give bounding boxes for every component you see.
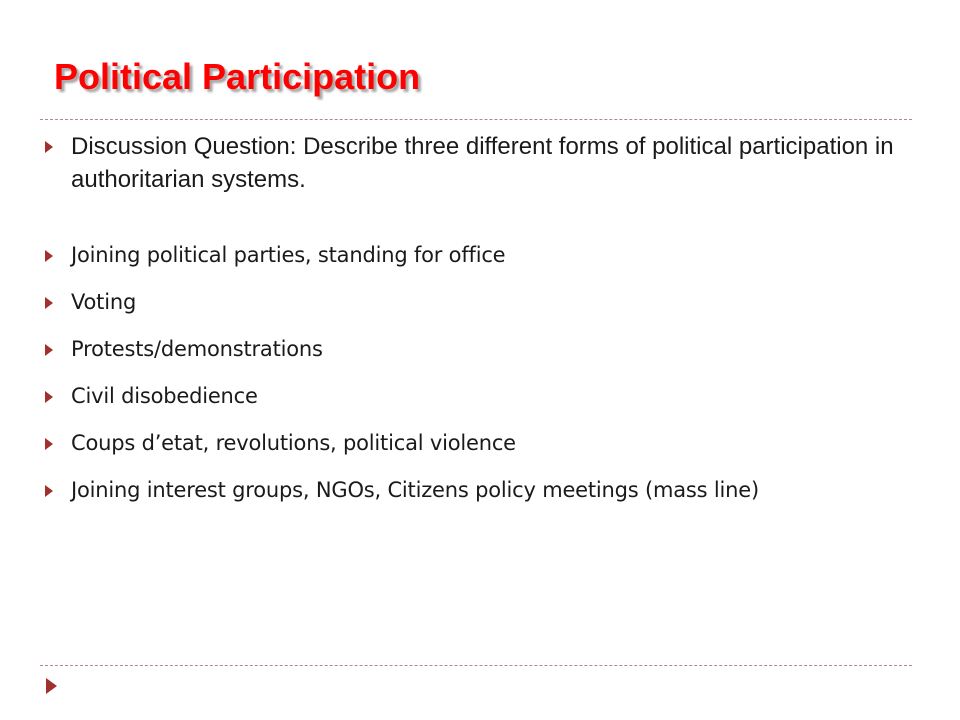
bullet-text: Joining political parties, standing for office bbox=[71, 243, 506, 267]
discussion-question bbox=[45, 130, 905, 196]
bullet-item bbox=[45, 335, 905, 364]
bullet-item bbox=[45, 288, 905, 317]
footer-triangle-icon bbox=[46, 678, 57, 694]
triangle-bullet-icon bbox=[45, 297, 53, 309]
bullet-text: Protests/demonstrations bbox=[71, 337, 323, 361]
bullet-text: Civil disobedience bbox=[71, 384, 258, 408]
bullet-item bbox=[45, 429, 905, 458]
bullet-item bbox=[45, 476, 905, 505]
bottom-divider bbox=[40, 665, 912, 666]
triangle-bullet-icon bbox=[45, 391, 53, 403]
bullet-item bbox=[45, 241, 905, 270]
slide-title: Political Participation bbox=[54, 56, 421, 97]
bullet-list bbox=[45, 130, 905, 523]
triangle-bullet-icon bbox=[45, 438, 53, 450]
bullet-text: Voting bbox=[71, 290, 137, 314]
triangle-bullet-icon bbox=[45, 485, 53, 497]
bullet-text: Coups d’etat, revolutions, political violence bbox=[71, 431, 516, 455]
triangle-bullet-icon bbox=[45, 141, 53, 153]
triangle-bullet-icon bbox=[45, 344, 53, 356]
bullet-text: Joining interest groups, NGOs, Citizens policy meetings (mass line) bbox=[71, 478, 759, 502]
bullet-item bbox=[45, 382, 905, 411]
question-text: Discussion Question: Describe three different forms of political participation in authoritarian systems. bbox=[71, 133, 894, 193]
triangle-bullet-icon bbox=[45, 250, 53, 262]
top-divider bbox=[40, 119, 912, 120]
